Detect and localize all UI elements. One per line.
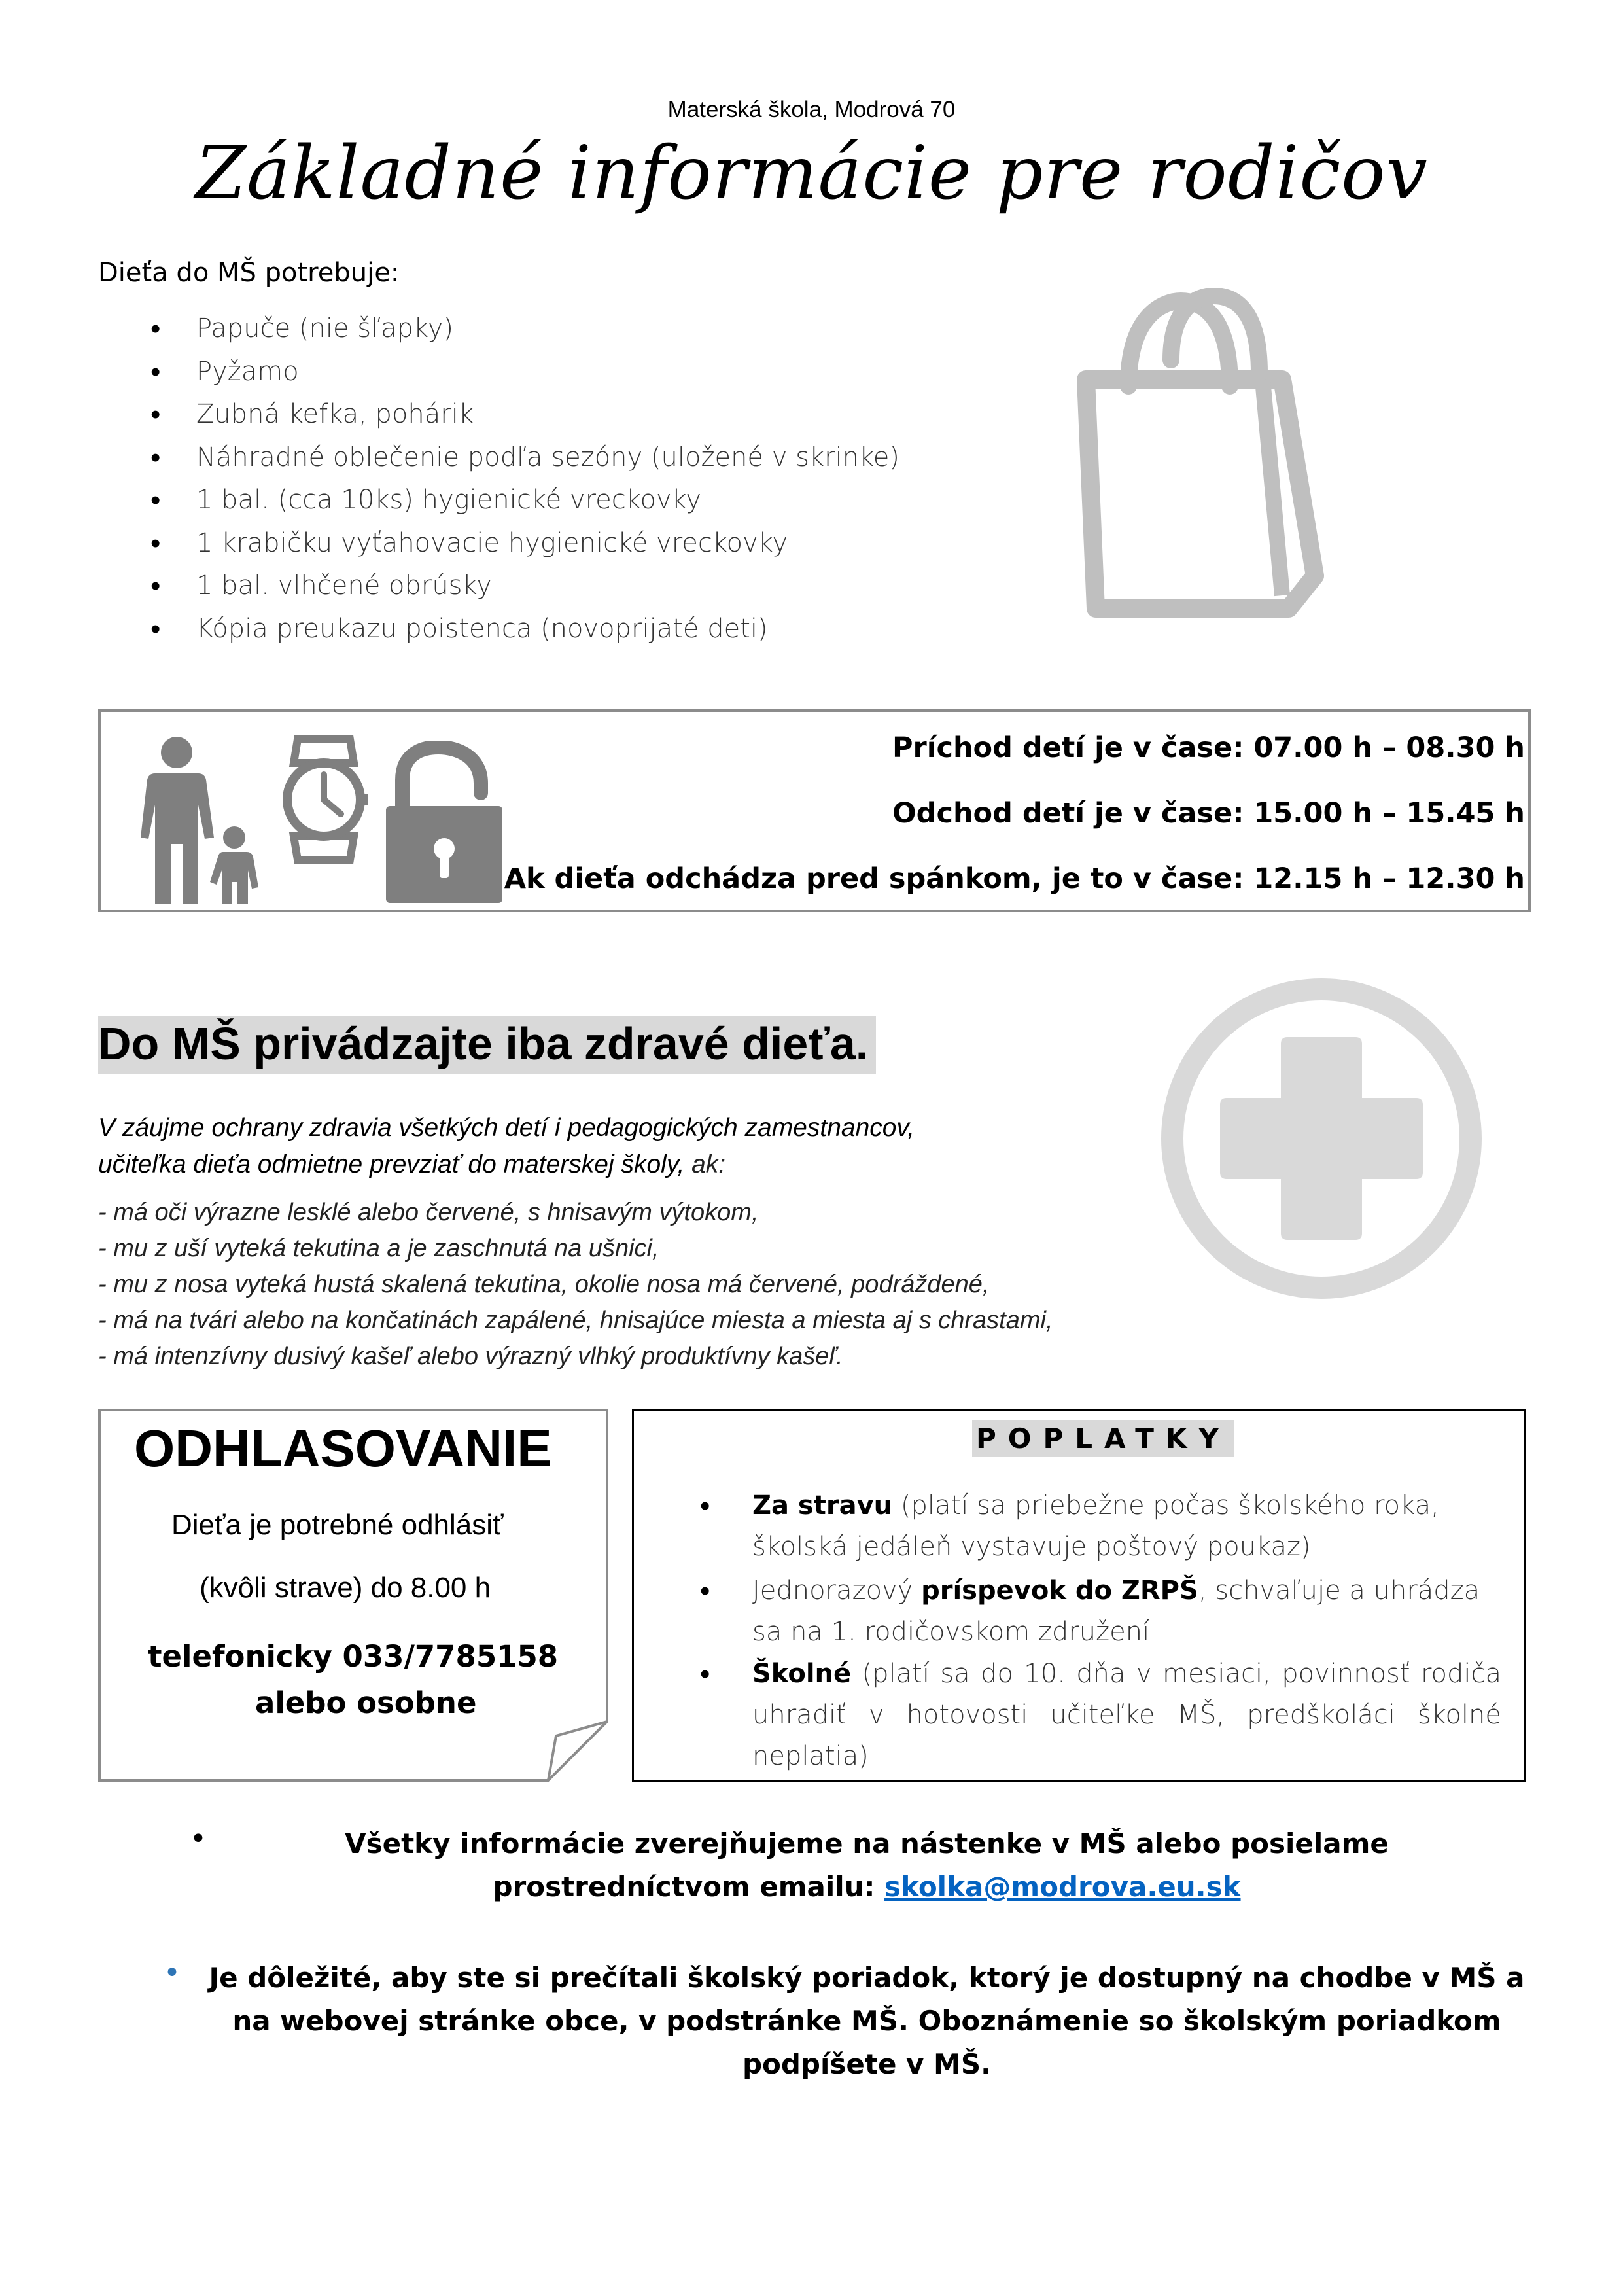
list-item: - mu z uší vyteká tekutina a je zaschnutá na ušnici, bbox=[98, 1235, 659, 1262]
deregistration-title: ODHLASOVANIE bbox=[134, 1419, 552, 1477]
page-title: Základné informácie pre rodičov bbox=[195, 131, 1428, 216]
health-intro-tail: ak: bbox=[684, 1150, 726, 1178]
fee-item-text: Jednorazový bbox=[752, 1576, 922, 1606]
fee-item-label: Za stravu bbox=[752, 1491, 893, 1521]
fees-title: POPLATKY bbox=[972, 1420, 1234, 1457]
list-item: • Kópia preukazu poistenca (novoprijaté deti) bbox=[150, 608, 1066, 651]
list-item: • Pyžamo bbox=[150, 351, 1066, 394]
list-item: - má intenzívny dusivý kašeľ alebo výrazný vlhký produktívny kašeľ. bbox=[98, 1343, 843, 1370]
unlocked-padlock-icon bbox=[383, 741, 507, 904]
list-item: - má na tvári alebo na končatinách zapálené, hnisajúce miesta a miesta aj s chrastami, bbox=[98, 1307, 1053, 1334]
fee-item-tuition bbox=[700, 1653, 1501, 1777]
list-item: - mu z nosa vyteká hustá skalená tekutina, okolie nosa má červené, podráždené, bbox=[98, 1271, 990, 1298]
medical-cross-icon bbox=[1158, 975, 1485, 1302]
list-item: • Zubná kefka, pohárik bbox=[150, 393, 1066, 436]
health-intro-line1: V záujme ochrany zdravia všetkých detí i pedagogických zamestnancov, bbox=[98, 1114, 915, 1142]
parent-child-icon bbox=[141, 733, 265, 904]
info-notice bbox=[216, 1822, 1518, 1909]
fee-item-label: príspevok do ZRPŠ bbox=[921, 1576, 1198, 1606]
deregistration-in-person: alebo osobne bbox=[255, 1686, 477, 1720]
arrival-time: Príchod detí je v čase: 07.00 h – 08.30 h bbox=[892, 732, 1525, 764]
school-name: Materská škola, Modrová 70 bbox=[667, 97, 956, 122]
list-item: • 1 bal. vlhčené obrúsky bbox=[150, 565, 1066, 608]
needs-list bbox=[150, 308, 1066, 650]
symptoms-list bbox=[98, 1195, 1053, 1375]
fee-item-meals bbox=[700, 1485, 1501, 1568]
needs-heading: Dieťa do MŠ potrebuje: bbox=[98, 258, 400, 288]
fee-item-text: , schvaľuje a uhrádza sa na 1. rodičovskom združení bbox=[752, 1576, 1480, 1647]
school-rules-notice: Je dôležité, aby ste si prečítali školský poriadok, ktorý je dostupný na chodbe v MŠ a na webovej stránke obce, v podstránke MŠ. Oboznámenie so školským poriadkom podpíšete v MŠ. bbox=[209, 1962, 1525, 2080]
fee-item-text: (platí sa priebežne počas školského roka, školská jedáleň vystavuje poštový poukaz) bbox=[752, 1491, 1439, 1562]
before-nap-time: Ak dieťa odchádza pred spánkom, je to v čase: 12.15 h – 12.30 h bbox=[504, 862, 1525, 895]
list-item: • Papuče (nie šľapky) bbox=[150, 308, 1066, 351]
list-item: - má oči výrazne lesklé alebo červené, s hnisavým výtokom, bbox=[98, 1199, 759, 1226]
fee-item-zrps bbox=[700, 1570, 1501, 1653]
fee-item-text: (platí sa do 10. dňa v mesiaci, povinnosť rodiča uhradiť v hotovosti učiteľke MŠ, predškoláci školné neplatia) bbox=[752, 1659, 1501, 1771]
list-item: • 1 krabičku vyťahovacie hygienické vreckovky bbox=[150, 522, 1066, 565]
health-intro-line2 bbox=[98, 1150, 725, 1179]
info-notice-text: Všetky informácie zverejňujeme na nástenke v MŠ alebo posielame prostredníctvom emailu: bbox=[345, 1828, 1389, 1903]
deregistration-phone: telefonicky 033/7785158 bbox=[148, 1639, 559, 1674]
deregistration-line1: Dieťa je potrebné odhlásiť bbox=[171, 1509, 504, 1541]
health-intro-line2-text: učiteľka dieťa odmietne prevziať do materskej školy, bbox=[98, 1150, 685, 1178]
bullet-icon: • bbox=[164, 1956, 181, 1990]
email-link[interactable]: skolka@modrova.eu.sk bbox=[884, 1871, 1241, 1903]
watch-icon bbox=[278, 734, 370, 865]
fee-item-label: Školné bbox=[752, 1659, 852, 1689]
departure-time: Odchod detí je v čase: 15.00 h – 15.45 h bbox=[892, 797, 1525, 830]
list-item: • Náhradné oblečenie podľa sezóny (uložené v skrinke) bbox=[150, 436, 1066, 480]
shopping-bag-icon bbox=[1066, 288, 1328, 628]
healthy-child-heading: Do MŠ privádzajte iba zdravé dieťa. bbox=[98, 1016, 876, 1074]
list-item: • 1 bal. (cca 10ks) hygienické vreckovky bbox=[150, 479, 1066, 522]
bullet-icon: • bbox=[190, 1822, 207, 1856]
deregistration-line2: (kvôli strave) do 8.00 h bbox=[200, 1572, 491, 1604]
